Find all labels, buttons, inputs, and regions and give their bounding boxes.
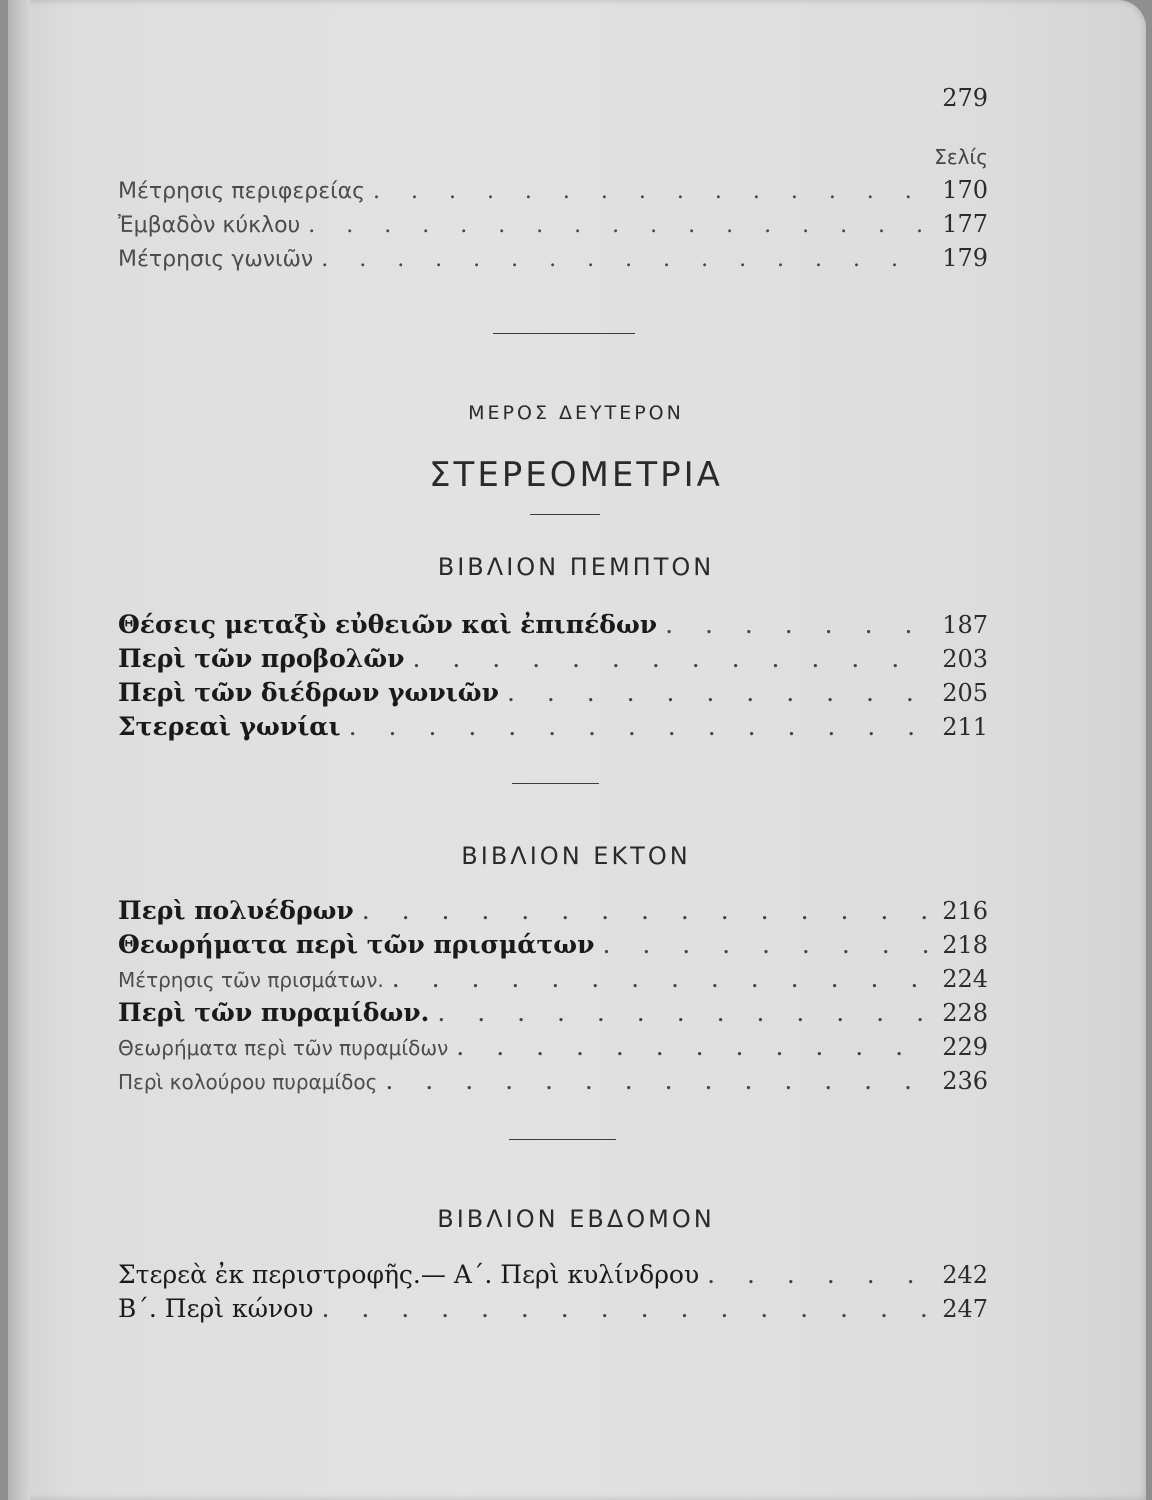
toc-entry-page: 203 xyxy=(942,645,988,673)
toc-group-book-five xyxy=(118,610,988,746)
book-heading-seven: ΒΙΒΛΙΟΝ ΕΒΔΟΜΟΝ xyxy=(437,1205,715,1233)
toc-leader-dots xyxy=(404,644,928,673)
toc-leader-dots xyxy=(594,930,928,959)
toc-entry-title: Μέτρησις τῶν πρισμάτων. xyxy=(118,968,384,992)
main-heading: ΣΤΕΡΕΟΜΕΤΡΙΑ xyxy=(429,455,723,495)
toc-entry xyxy=(118,1032,988,1066)
toc-entry-page: 229 xyxy=(942,1033,988,1061)
toc-entry-title: Ἐμβαδὸν κύκλου xyxy=(118,213,301,238)
section-divider xyxy=(493,333,635,334)
toc-entry-title: Περὶ τῶν πυραμίδων. xyxy=(118,998,430,1027)
book-heading-six: ΒΙΒΛΙΟΝ ΕΚΤΟΝ xyxy=(461,842,691,870)
toc-entry xyxy=(118,1066,988,1100)
toc-leader-dots xyxy=(377,1066,928,1095)
toc-entry-page: 242 xyxy=(942,1261,988,1289)
toc-entry xyxy=(118,930,988,964)
toc-entry-title: Θεωρήματα περὶ τῶν πρισμάτων xyxy=(118,930,595,959)
toc-group-top xyxy=(118,176,988,278)
section-divider xyxy=(509,1139,616,1140)
page-spine-shadow xyxy=(8,0,30,1500)
toc-entry xyxy=(118,896,988,930)
toc-group-book-six xyxy=(118,896,988,1100)
toc-entry-page: 218 xyxy=(942,931,988,959)
toc-entry-page: 228 xyxy=(942,999,988,1027)
toc-entry xyxy=(118,678,988,712)
section-divider xyxy=(512,783,599,784)
toc-entry-page: 170 xyxy=(942,176,988,204)
toc-entry-page: 205 xyxy=(942,679,988,707)
toc-leader-dots xyxy=(300,213,928,238)
toc-entry-title: Περὶ τῶν διέδρων γωνιῶν xyxy=(118,678,499,707)
heading-divider xyxy=(530,514,600,515)
toc-entry-page: 247 xyxy=(942,1295,988,1323)
toc-entry xyxy=(118,964,988,998)
toc-entry-title: Περὶ πολυέδρων xyxy=(118,896,354,925)
toc-entry-title: Μέτρησις περιφερείας xyxy=(118,179,365,204)
toc-entry-title: Στερεαὶ γωνίαι xyxy=(118,712,341,741)
toc-entry-page: 177 xyxy=(942,210,988,238)
toc-leader-dots xyxy=(341,712,928,741)
toc-entry xyxy=(118,244,988,278)
toc-entry xyxy=(118,644,988,678)
toc-leader-dots xyxy=(699,1260,928,1289)
page-column-label: Σελίς xyxy=(934,145,988,169)
toc-entry-title: Θεωρήματα περὶ τῶν πυραμίδων xyxy=(118,1036,449,1060)
book-heading-five: ΒΙΒΛΙΟΝ ΠΕΜΠΤΟΝ xyxy=(437,553,715,581)
toc-entry xyxy=(118,210,988,244)
part-heading: ΜΕΡΟΣ ΔΕΥΤΕΡΟΝ xyxy=(468,402,684,424)
toc-leader-dots xyxy=(354,896,928,925)
toc-entry xyxy=(118,712,988,746)
toc-entry-title: Θέσεις μεταξὺ εὐθειῶν καὶ ἐπιπέδων xyxy=(118,610,658,639)
toc-entry-title: Στερεὰ ἐκ περιστροφῆς.— Α΄. Περὶ κυλίνδρου xyxy=(118,1260,700,1289)
toc-entry-page: 216 xyxy=(942,897,988,925)
toc-leader-dots xyxy=(313,247,928,272)
toc-leader-dots xyxy=(499,678,928,707)
page-number: 279 xyxy=(942,84,988,112)
toc-entry-title: Περὶ τῶν προβολῶν xyxy=(118,644,405,673)
toc-entry-page: 211 xyxy=(942,713,988,741)
toc-entry xyxy=(118,1294,988,1328)
toc-leader-dots xyxy=(657,610,928,639)
toc-entry xyxy=(118,610,988,644)
toc-entry-page: 179 xyxy=(942,244,988,272)
toc-entry xyxy=(118,998,988,1032)
toc-leader-dots xyxy=(365,179,928,204)
toc-entry-page: 187 xyxy=(942,611,988,639)
toc-entry xyxy=(118,1260,988,1294)
toc-entry-title: Β΄. Περὶ κώνου xyxy=(118,1294,314,1323)
toc-entry xyxy=(118,176,988,210)
toc-leader-dots xyxy=(384,964,928,993)
toc-entry-title: Περὶ κολούρου πυραμίδος xyxy=(118,1070,378,1094)
toc-entry-page: 224 xyxy=(942,965,988,993)
toc-leader-dots xyxy=(448,1032,928,1061)
toc-entry-page: 236 xyxy=(942,1067,988,1095)
toc-entry-title: Μέτρησις γωνιῶν xyxy=(118,247,314,272)
toc-leader-dots xyxy=(313,1294,928,1323)
toc-group-book-seven xyxy=(118,1260,988,1328)
toc-leader-dots xyxy=(429,998,928,1027)
